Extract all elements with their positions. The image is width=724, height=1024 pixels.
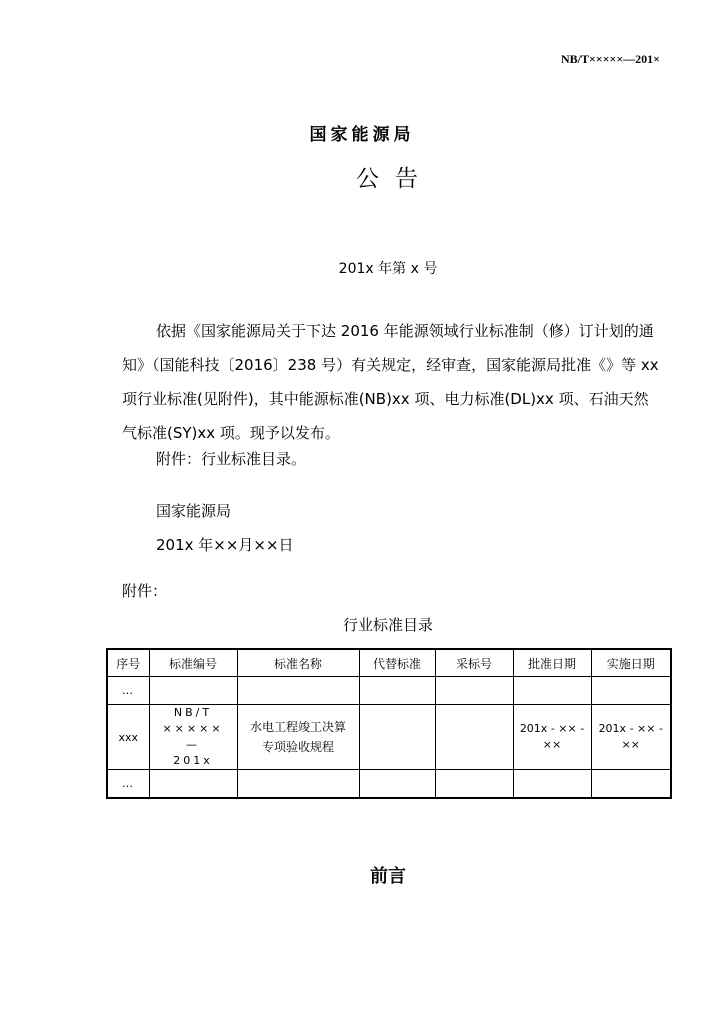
header-replace: 代替标准 <box>359 649 435 677</box>
cell-code <box>149 770 237 799</box>
table-row <box>107 770 671 799</box>
attachment-note: 附件：行业标准目录。 <box>156 450 307 468</box>
standards-table <box>106 648 672 799</box>
cell-implement <box>591 677 671 705</box>
announcement-number: 201x 年第 x 号 <box>338 261 438 277</box>
header-name: 标准名称 <box>237 649 359 677</box>
header-adopt: 采标号 <box>435 649 513 677</box>
header-code: 标准编号 <box>149 649 237 677</box>
name-line: 水电工程竣工决算 <box>249 720 346 734</box>
issue-date: 201x 年××月××日 <box>156 536 294 554</box>
attachment-label: 附件： <box>122 582 168 600</box>
document-title: 公告 <box>356 166 434 192</box>
header-seq: 序号 <box>107 649 149 677</box>
cell-approve <box>513 705 591 770</box>
table-title: 行业标准目录 <box>342 616 433 634</box>
cell-implement <box>591 770 671 799</box>
header-approve-date: 批准日期 <box>513 649 591 677</box>
code-line: — <box>186 738 200 751</box>
cell-code <box>149 705 237 770</box>
header-implement-date: 实施日期 <box>591 649 671 677</box>
cell-approve <box>513 770 591 799</box>
cell-adopt <box>435 770 513 799</box>
cell-seq: xxx <box>107 705 149 770</box>
cell-replace <box>359 677 435 705</box>
cell-name <box>237 677 359 705</box>
date-line: ×× <box>542 738 562 751</box>
date-line: ×× <box>621 738 640 751</box>
body-paragraph <box>122 314 662 450</box>
table-row <box>107 677 671 705</box>
table-header-row <box>107 649 671 677</box>
cell-implement <box>591 705 671 770</box>
body-paragraph-text: 依据《国家能源局关于下达 2016 年能源领域行业标准制（修）订计划的通知》（国能科技〔2016〕238 号）有关规定，经审查，国家能源局批准《》等 xx 项行业标准(见附件)，其中能源标准(NB)xx 项、电力标准(DL)xx 项、石油天然气标准(SY)xx 项。现予以发布。 <box>122 322 659 442</box>
cell-name <box>237 770 359 799</box>
issuer-name: 国家能源局 <box>156 502 232 520</box>
date-line: 201x - ×× - <box>598 722 663 735</box>
cell-approve <box>513 677 591 705</box>
code-line: 201x <box>173 754 213 767</box>
standard-code-header: NB/T×××××—201× <box>560 52 660 66</box>
table-row <box>107 705 671 770</box>
cell-seq: … <box>107 770 149 799</box>
cell-adopt <box>435 677 513 705</box>
date-line: 201x - ×× - <box>519 722 585 735</box>
name-line: 专项验收规程 <box>261 740 334 754</box>
cell-code <box>149 677 237 705</box>
cell-replace <box>359 705 435 770</box>
cell-seq: … <box>107 677 149 705</box>
organization-title: 国家能源局 <box>309 125 415 145</box>
code-line: NB/T ××××× <box>162 706 224 735</box>
preface-heading: 前言 <box>370 866 406 887</box>
cell-adopt <box>435 705 513 770</box>
cell-name <box>237 705 359 770</box>
cell-replace <box>359 770 435 799</box>
